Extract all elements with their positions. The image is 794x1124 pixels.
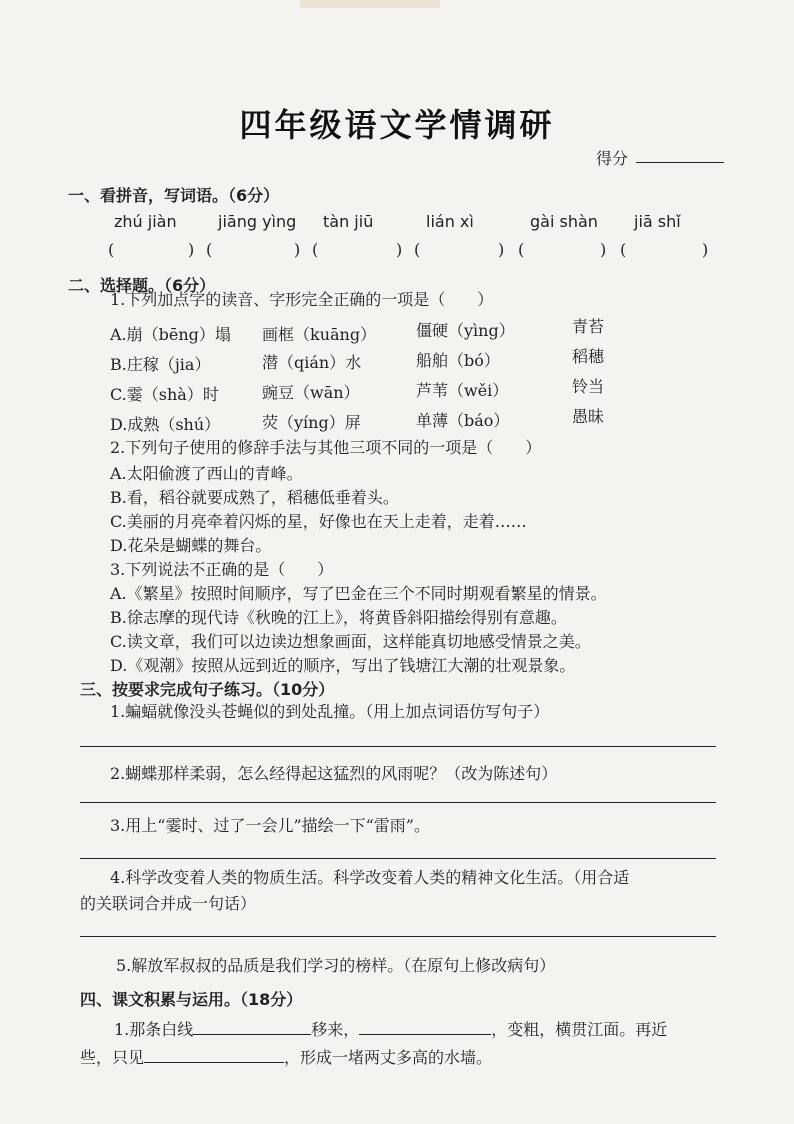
- answer-paren-close: ): [396, 240, 403, 259]
- answer-paren-close: ): [294, 240, 301, 259]
- sentence-task-3: 3.用上“霎时、过了一会儿”描绘一下“雷雨”。: [110, 816, 430, 835]
- q1-option-b-1: B.庄稼（jia）: [110, 355, 211, 374]
- q2-option-c: C.美丽的月亮牵着闪烁的星，好像也在天上走着，走着……: [110, 512, 527, 531]
- answer-line-4[interactable]: [80, 936, 716, 937]
- answer-paren-close: ): [600, 240, 607, 259]
- sentence-task-2: 2.蝴蝶那样柔弱，怎么经得起这猛烈的风雨呢？（改为陈述句）: [110, 764, 558, 783]
- sentence-task-5: 5.解放军叔叔的品质是我们学习的榜样。（在原句上修改病句）: [116, 956, 556, 975]
- pinyin-3: tàn jiū: [323, 212, 374, 231]
- answer-paren-open: (: [312, 240, 319, 259]
- pinyin-4: lián xì: [426, 212, 474, 231]
- q1-option-b-4: 稻穗: [572, 347, 605, 366]
- answer-line-3[interactable]: [80, 858, 716, 859]
- q1-option-d-1: D.成熟（shú）: [110, 415, 221, 434]
- q1-option-a-4: 青苔: [572, 317, 605, 336]
- recall-text-1c: ，变粗，横贯江面。再近: [491, 1020, 668, 1039]
- pinyin-6: jiā shǐ: [634, 212, 681, 231]
- q3-option-d: D.《观潮》按照从远到近的顺序，写出了钱塘江大潮的壮观景象。: [110, 656, 576, 675]
- section-3-header: 三、按要求完成句子练习。（10分）: [80, 680, 335, 699]
- recall-text-2a: 些，只见: [80, 1048, 145, 1067]
- sentence-task-1: 1.蝙蝠就像没头苍蝇似的到处乱撞。（用上加点词语仿写句子）: [110, 702, 550, 721]
- q1-option-a-3: 僵硬（yìng）: [416, 321, 515, 340]
- question-2-1: 1.下列加点字的读音、字形完全正确的一项是（ ）: [110, 290, 494, 309]
- answer-paren-open: (: [518, 240, 525, 259]
- q1-option-d-4: 愚昧: [572, 407, 605, 426]
- recall-text-2b: ，形成一堵两丈多高的水墙。: [284, 1048, 493, 1067]
- q1-option-c-2: 豌豆（wān）: [262, 383, 360, 402]
- answer-line-1[interactable]: [80, 746, 716, 747]
- pinyin-5: gài shàn: [530, 212, 598, 231]
- q2-option-b: B.看，稻谷就要成熟了，稻穗低垂着头。: [110, 488, 399, 507]
- answer-paren-open: (: [414, 240, 421, 259]
- answer-paren-open: (: [620, 240, 627, 259]
- recall-text-1a: 1.那条白线: [114, 1020, 194, 1039]
- q1-option-a-1: A.崩（bēng）塌: [110, 325, 231, 344]
- answer-paren-open: (: [108, 240, 115, 259]
- q3-option-c: C.读文章，我们可以边读边想象画面，这样能真切地感受情景之美。: [110, 632, 591, 651]
- fill-blank-2[interactable]: [359, 1018, 491, 1035]
- answer-paren-close: ): [188, 240, 195, 259]
- fill-blank-1[interactable]: [193, 1018, 311, 1035]
- answer-paren-close: ): [702, 240, 709, 259]
- q1-option-a-2: 画框（kuāng）: [262, 325, 377, 344]
- q1-option-c-4: 铃当: [572, 377, 605, 396]
- page-title: 四年级语文学情调研: [239, 106, 555, 144]
- q1-option-d-2: 荧（yíng）屏: [262, 413, 361, 432]
- q1-option-c-3: 芦苇（wěi）: [416, 381, 509, 400]
- q3-option-b: B.徐志摩的现代诗《秋晚的江上》，将黄昏斜阳描绘得别有意趣。: [110, 608, 567, 627]
- recall-line-1: [114, 1018, 667, 1040]
- q2-option-d: D.花朵是蝴蝶的舞台。: [110, 536, 272, 555]
- answer-paren-open: (: [206, 240, 213, 259]
- score-label: 得分: [596, 149, 629, 168]
- q1-option-b-3: 船舶（bó）: [416, 351, 500, 370]
- section-1-header: 一、看拼音，写词语。（6分）: [68, 186, 280, 205]
- answer-paren-close: ): [498, 240, 505, 259]
- q2-option-a: A.太阳偷渡了西山的青峰。: [110, 464, 303, 483]
- pinyin-1: zhú jiàn: [114, 212, 177, 231]
- q3-option-a: A.《繁星》按照时间顺序，写了巴金在三个不同时期观看繁星的情景。: [110, 584, 607, 603]
- page-edge-mark: [300, 0, 440, 8]
- score-blank[interactable]: [636, 162, 724, 163]
- answer-line-2[interactable]: [80, 802, 716, 803]
- recall-line-2: [80, 1046, 492, 1068]
- question-2-2: 2.下列句子使用的修辞手法与其他三项不同的一项是（ ）: [110, 438, 542, 457]
- sentence-task-4-cont: 的关联词合并成一句话）: [80, 894, 257, 913]
- q1-option-c-1: C.霎（shà）时: [110, 385, 219, 404]
- fill-blank-3[interactable]: [144, 1046, 284, 1063]
- q1-option-b-2: 潜（qián）水: [262, 353, 362, 372]
- pinyin-2: jiāng yìng: [218, 212, 297, 231]
- section-4-header: 四、课文积累与运用。（18分）: [80, 990, 303, 1009]
- section-2-header: 二、选择题。（6分）: [68, 276, 216, 295]
- sentence-task-4: 4.科学改变着人类的物质生活。科学改变着人类的精神文化生活。（用合适: [110, 868, 630, 887]
- recall-text-1b: 移来，: [311, 1020, 360, 1039]
- q1-option-d-3: 单薄（báo）: [416, 411, 510, 430]
- question-2-3: 3.下列说法不正确的是（ ）: [110, 560, 334, 579]
